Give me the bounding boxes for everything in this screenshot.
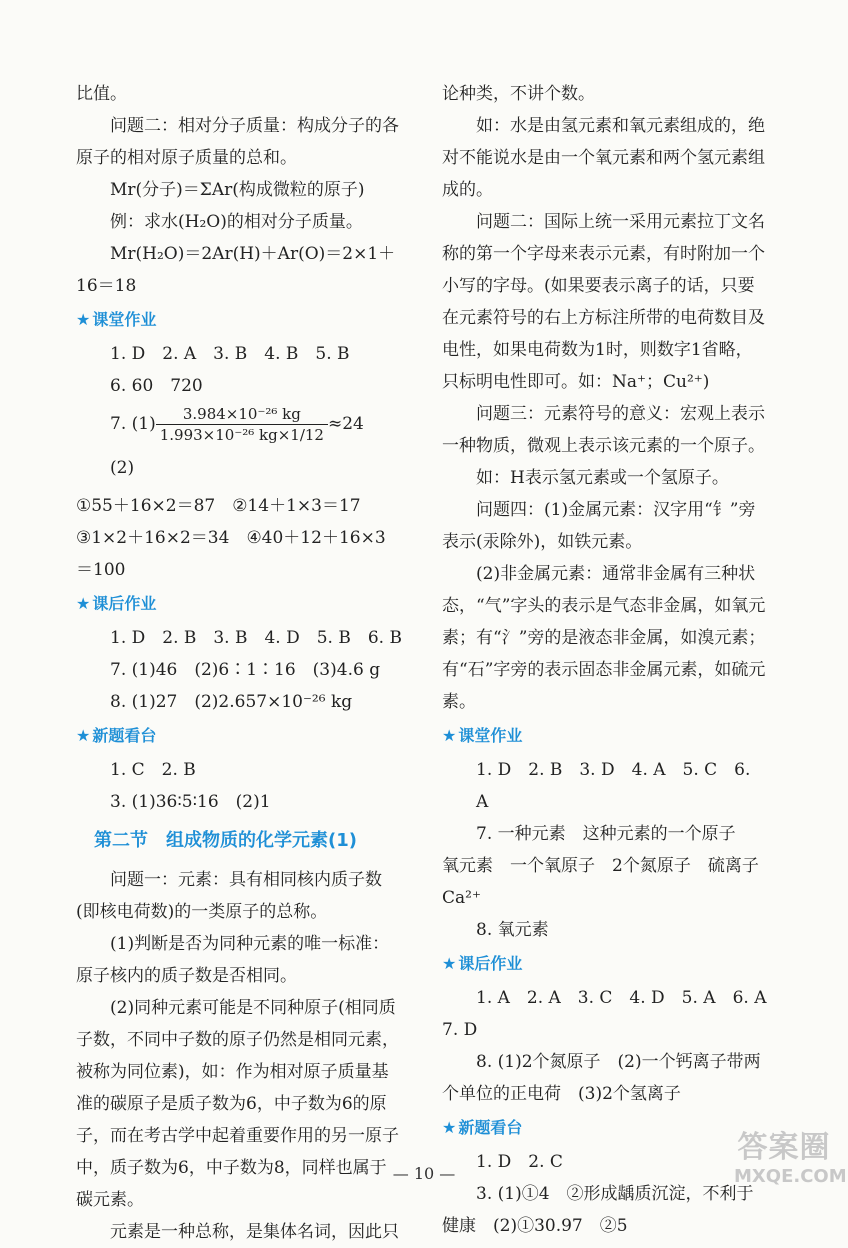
answer-line: 6. 60 720 [110,376,203,396]
star-icon: ★ [442,954,457,973]
answer-line: 7. (1)46 (2)6∶1∶16 (3)4.6 g [110,660,381,680]
text-line: 论种类，不讲个数。 [442,84,595,104]
answer-fraction-line: 7. (1) $\frac{\text{3.984×10⁻²⁶ kg}}{\text{1.993×10⁻²⁶ kg×1/12}}$ ≈24 (2) [110,405,381,478]
watermark-text: 答案圈 [737,1130,831,1165]
answer-line: 3. (1)①4 ②形成龋质沉淀，不利于健康 (2)①30.97 ②5 [442,1184,754,1236]
star-icon: ★ [442,726,457,745]
answer-line: 1. D 2. B 3. D 4. A 5. C 6. A [476,760,751,812]
paragraph: (2)非金属元素：通常非金属有三种状态，“气”字头的表示是气态非金属，如氧元素；有“氵”旁的是液态非金属，如溴元素；有“石”字旁的表示固态非金属元素，如硫元素。 [442,564,766,712]
watermark-logo [734,1130,847,1192]
heading-homework: ★ 课后作业 [76,594,157,613]
answer-line: 8. (1)2个氮原子 (2)一个钙离子带两个单位的正电荷 (3)2个氢离子 [442,1052,761,1104]
heading-new-questions: ★ 新题看台 [442,1118,523,1137]
paragraph: 问题二：相对分子质量：构成分子的各原子的相对原子质量的总和。 [76,116,399,168]
heading-classwork: ★ 课堂作业 [76,310,157,329]
answer-line: 1. A 2. A 3. C 4. D 5. A 6. A 7. D [442,988,784,1040]
paragraph: 如：H表示氢元素或一个氢原子。 [476,468,729,488]
left-column [76,78,402,1248]
watermark-url: MXQE.COM [734,1166,847,1187]
paragraph: 问题三：元素符号的意义：宏观上表示一种物质，微观上表示该元素的一个原子。 [442,404,765,456]
section-title: 第二节 组成物质的化学元素(1) [94,830,357,851]
paragraph: (2)同种元素可能是不同种原子(相同质子数，不同中子数的原子仍然是相同元素，被称为同位素)，如：作为相对原子质量基准的碳原子是质子数为6，中子数为6的原子，而在考古学中起着重要作用的另一原子中，质子数为6，中子数为8，同样也属于碳元素。 [76,998,399,1210]
paragraph: 如：水是由氢元素和氧元素组成的，绝对不能说水是由一个氧元素和两个氢元素组成的。 [442,116,765,200]
answer-line: 1. D 2. C [476,1152,563,1172]
answer-line: 8. (1)27 (2)2.657×10⁻²⁶ kg [110,692,353,712]
paragraph: 问题二：国际上统一采用元素拉丁文名称的第一个字母来表示元素，有时附加一个小写的字母。(如果要表示离子的话，只要在元素符号的右上方标注所带的电荷数目及电性，如果电荷数为1时，则数字1省略，只标明电性即可。如：Na⁺；Cu²⁺) [442,212,765,392]
paragraph: 问题一：元素：具有相同核内质子数(即核电荷数)的一类原子的总称。 [76,870,382,922]
star-icon: ★ [76,594,91,613]
star-icon: ★ [442,1118,457,1137]
heading-homework: ★ 课后作业 [442,954,523,973]
page-number: — 10 — [392,1164,456,1183]
answer-line: 8. 氧元素 [476,920,549,940]
heading-classwork: ★ 课堂作业 [442,726,523,745]
paragraph: (1)判断是否为同种元素的唯一标准：原子核内的质子数是否相同。 [76,934,390,986]
answer-line: 3. (1)36∶5∶16 (2)1 [110,792,271,812]
answer-line: 1. D 2. A 3. B 4. B 5. B [110,344,350,364]
formula: Mr(H₂O)＝2Ar(H)＋Ar(O)＝2×1＋16＝18 [76,244,396,296]
fraction: $\frac{\text{3.984×10⁻²⁶ kg}}{\text{1.993×10⁻²⁶ kg×1/12}}$ [156,404,328,445]
formula: Mr(分子)＝ΣAr(构成微粒的原子) [110,180,365,200]
text-line: 比值。 [76,84,127,104]
answer-line: 7. 一种元素 这种元素的一个原子 氧元素 一个氧原子 2个氮原子 硫离子 Ca²⁺ [442,824,776,908]
answer-line: ①55＋16×2＝87 ②14＋1×3＝17 ③1×2＋16×2＝34 ④40＋12＋16×3＝100 [76,496,386,580]
paragraph: 元素是一种总称，是集体名词，因此只 [110,1222,399,1242]
star-icon: ★ [76,310,91,329]
answer-line: 1. C 2. B [110,760,196,780]
paragraph: 问题四：(1)金属元素：汉字用“钅”旁表示(汞除外)，如铁元素。 [442,500,756,552]
answer-line: 1. D 2. B 3. B 4. D 5. B 6. B [110,628,402,648]
heading-new-questions: ★ 新题看台 [76,726,157,745]
star-icon: ★ [76,726,91,745]
example: 例：求水(H₂O)的相对分子质量。 [110,212,363,232]
